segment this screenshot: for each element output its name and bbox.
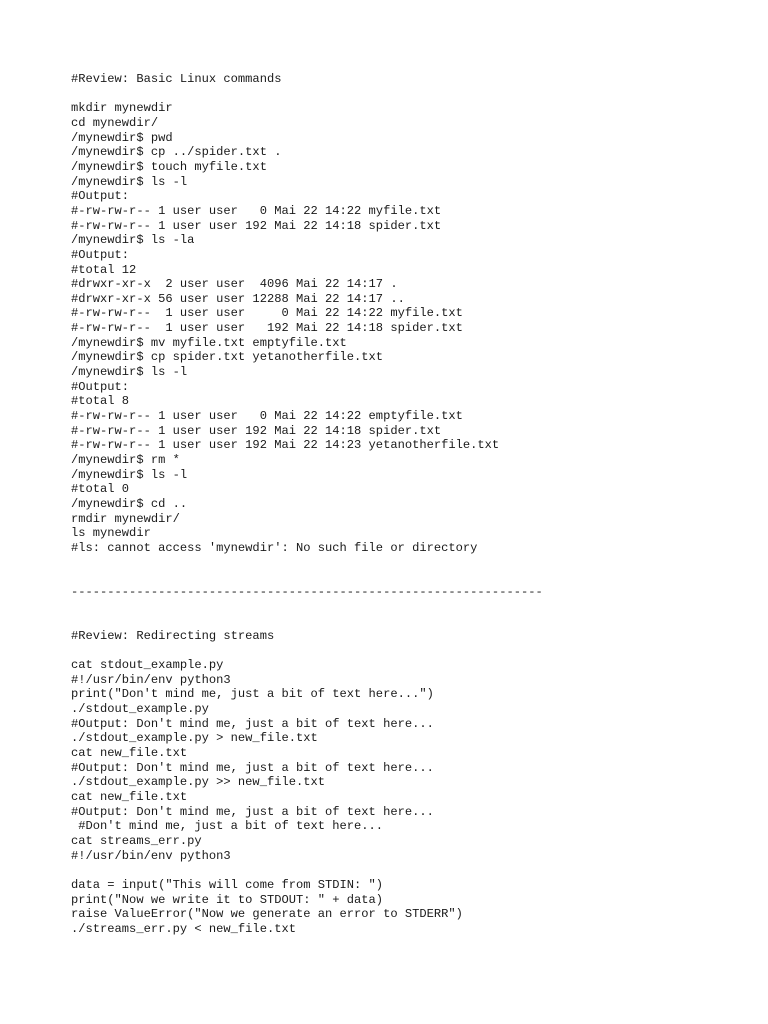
text-line: cat stdout_example.py xyxy=(71,658,224,673)
text-line: ./stdout_example.py > new_file.txt xyxy=(71,731,318,746)
text-line: /mynewdir$ rm * xyxy=(71,453,180,468)
text-line: ./streams_err.py < new_file.txt xyxy=(71,921,296,936)
text-line: ./stdout_example.py >> new_file.txt xyxy=(71,775,326,790)
text-line: #-rw-rw-r-- 1 user user 192 Mai 22 14:18 spider.txt xyxy=(71,423,442,438)
text-line: raise ValueError("Now we generate an error to STDERR") xyxy=(71,907,463,922)
text-line: #Output: xyxy=(71,247,130,262)
text-line: cat streams_err.py xyxy=(71,834,202,849)
text-line: /mynewdir$ ls -l xyxy=(71,174,188,189)
text-line: print("Don't mind me, just a bit of text here...") xyxy=(71,687,434,702)
text-line: #total 0 xyxy=(71,482,130,497)
text-line: #total 12 xyxy=(71,262,137,277)
text-line: #-rw-rw-r-- 1 user user 192 Mai 22 14:18 spider.txt xyxy=(71,321,463,336)
text-line: #-rw-rw-r-- 1 user user 0 Mai 22 14:22 emptyfile.txt xyxy=(71,409,463,424)
text-line: mkdir mynewdir xyxy=(71,101,173,116)
text-line xyxy=(71,644,543,659)
text-line: rmdir mynewdir/ xyxy=(71,511,180,526)
text-line: #Don't mind me, just a bit of text here... xyxy=(71,819,384,834)
text-line: cd mynewdir/ xyxy=(71,115,159,130)
text-line: cat new_file.txt xyxy=(71,746,188,761)
text-line xyxy=(71,556,543,571)
text-line: #Output: xyxy=(71,189,130,204)
text-line: /mynewdir$ touch myfile.txt xyxy=(71,159,267,174)
text-line: /mynewdir$ cp spider.txt yetanotherfile.txt xyxy=(71,350,384,365)
text-line: #Output: Don't mind me, just a bit of text here... xyxy=(71,760,434,775)
text-line: print("Now we write it to STDOUT: " + data) xyxy=(71,892,384,907)
text-line: /mynewdir$ ls -l xyxy=(71,365,188,380)
text-line: cat new_file.txt xyxy=(71,790,188,805)
text-line: ./stdout_example.py xyxy=(71,702,209,717)
text-line: #-rw-rw-r-- 1 user user 192 Mai 22 14:23 yetanotherfile.txt xyxy=(71,438,500,453)
text-line: #drwxr-xr-x 2 user user 4096 Mai 22 14:17 . xyxy=(71,277,398,292)
text-line: /mynewdir$ mv myfile.txt emptyfile.txt xyxy=(71,335,347,350)
text-line xyxy=(71,863,543,878)
text-line: ls mynewdir xyxy=(71,526,151,541)
text-line: #!/usr/bin/env python3 xyxy=(71,848,231,863)
text-line xyxy=(71,600,543,615)
text-line xyxy=(71,614,543,629)
text-line: #ls: cannot access 'mynewdir': No such file or directory xyxy=(71,540,478,555)
text-line: #Output: Don't mind me, just a bit of text here... xyxy=(71,716,434,731)
text-line: data = input("This will come from STDIN: ") xyxy=(71,877,384,892)
text-line: #-rw-rw-r-- 1 user user 0 Mai 22 14:22 myfile.txt xyxy=(71,203,442,218)
text-line: /mynewdir$ pwd xyxy=(71,130,173,145)
text-line: #Output: xyxy=(71,379,130,394)
text-line: #Review: Basic Linux commands xyxy=(71,72,282,86)
text-line xyxy=(71,570,543,585)
text-line: #Output: Don't mind me, just a bit of text here... xyxy=(71,804,434,819)
text-line: #!/usr/bin/env python3 xyxy=(71,672,231,687)
text-line xyxy=(71,87,543,102)
text-line: #drwxr-xr-x 56 user user 12288 Mai 22 14:17 .. xyxy=(71,291,405,306)
text-line: #-rw-rw-r-- 1 user user 192 Mai 22 14:18 spider.txt xyxy=(71,218,442,233)
document-body xyxy=(71,72,543,937)
text-line: /mynewdir$ cp ../spider.txt . xyxy=(71,145,282,160)
text-line: ----------------------------------------------------------------- xyxy=(71,584,543,599)
text-line: /mynewdir$ ls -la xyxy=(71,233,195,248)
text-line: #total 8 xyxy=(71,394,130,409)
text-line: /mynewdir$ cd .. xyxy=(71,497,188,512)
text-line: #Review: Redirecting streams xyxy=(71,628,275,643)
text-line: #-rw-rw-r-- 1 user user 0 Mai 22 14:22 myfile.txt xyxy=(71,306,463,321)
text-line: /mynewdir$ ls -l xyxy=(71,467,188,482)
